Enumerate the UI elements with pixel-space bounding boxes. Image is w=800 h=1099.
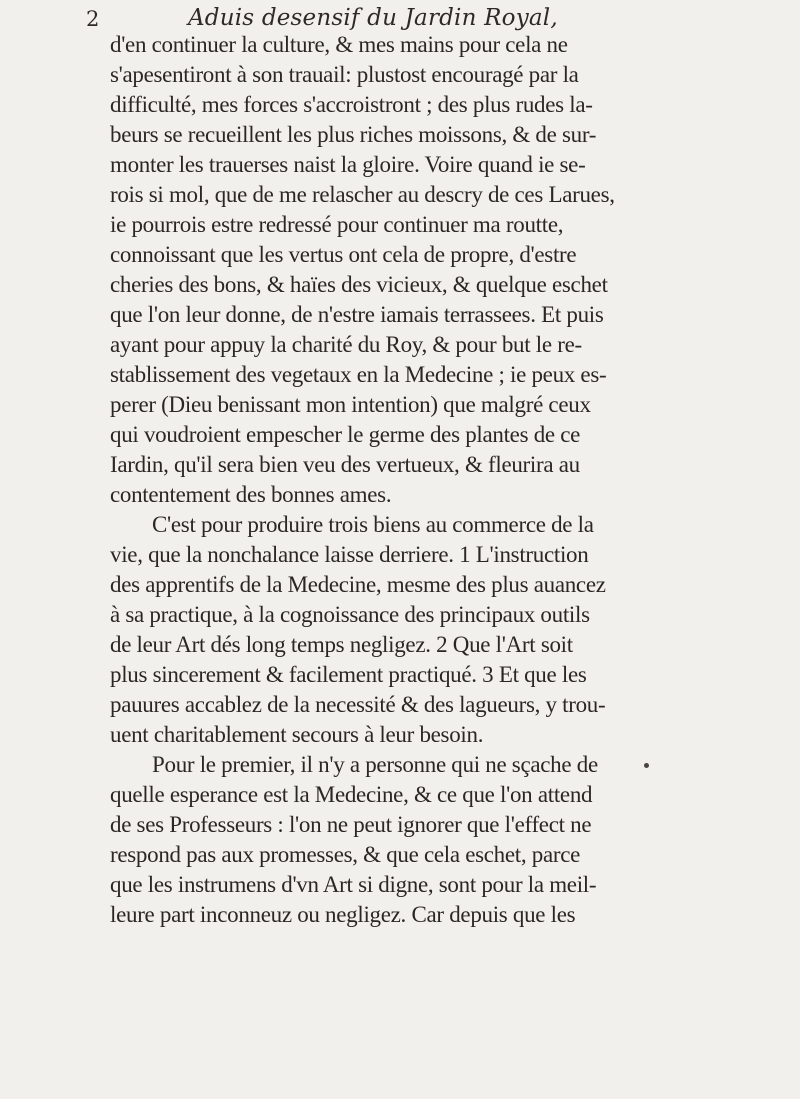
text-line: Iardin, qu'il sera bien veu des vertueux, & fleurira au: [110, 452, 580, 477]
text-line: de ses Professeurs : l'on ne peut ignorer que l'effect ne: [110, 812, 592, 837]
paragraph-start-line: C'est pour produire trois biens au commerce de la: [152, 512, 594, 537]
text-line: s'apesentiront à son trauail: plustost encouragé par la: [110, 62, 579, 87]
text-line: qui voudroient empescher le germe des plantes de ce: [110, 422, 581, 447]
running-head: Aduis desensif du Jardin Royal,: [188, 5, 558, 31]
text-line: cheries des bons, & haïes des vicieux, & quelque eschet: [110, 272, 608, 297]
text-line: connoissant que les vertus ont cela de propre, d'estre: [110, 242, 577, 267]
text-line: leure part inconneuz ou negligez. Car depuis que les: [110, 902, 576, 927]
text-line: pauures accablez de la necessité & des lagueurs, y trou-: [110, 692, 606, 717]
text-line: plus sincerement & facilement practiqué. 3 Et que les: [110, 662, 587, 687]
text-line: à sa practique, à la cognoissance des principaux outils: [110, 602, 590, 627]
ink-speck: [644, 763, 649, 768]
text-line: uent charitablement secours à leur besoin.: [110, 722, 484, 747]
text-line: vie, que la nonchalance laisse derriere. 1 L'instruction: [110, 542, 589, 567]
text-line: beurs se recueillent les plus riches moissons, & de sur-: [110, 122, 597, 147]
text-line: ayant pour appuy la charité du Roy, & pour but le re-: [110, 332, 582, 357]
text-line: quelle esperance est la Medecine, & ce que l'on attend: [110, 782, 593, 807]
text-line: de leur Art dés long temps negligez. 2 Que l'Art soit: [110, 632, 573, 657]
text-line: d'en continuer la culture, & mes mains pour cela ne: [110, 32, 568, 57]
text-line: contentement des bonnes ames.: [110, 482, 392, 507]
text-line: des apprentifs de la Medecine, mesme des plus auancez: [110, 572, 606, 597]
text-line: rois si mol, que de me relascher au descry de ces Larues,: [110, 182, 615, 207]
page-number: 2: [86, 7, 100, 31]
text-line: respond pas aux promesses, & que cela eschet, parce: [110, 842, 581, 867]
text-line: ie pourrois estre redressé pour continuer ma routte,: [110, 212, 564, 237]
text-line: difficulté, mes forces s'accroistront ; des plus rudes la-: [110, 92, 593, 117]
text-line: perer (Dieu benissant mon intention) que malgré ceux: [110, 392, 591, 417]
text-line: que l'on leur donne, de n'estre iamais terrassees. Et puis: [110, 302, 604, 327]
paragraph-start-line: Pour le premier, il n'y a personne qui ne sçache de: [152, 752, 598, 777]
body-text: [110, 30, 750, 930]
text-line: que les instrumens d'vn Art si digne, sont pour la meil-: [110, 872, 597, 897]
text-line: stablissement des vegetaux en la Medecine ; ie peux es-: [110, 362, 607, 387]
text-line: monter les trauerses naist la gloire. Voire quand ie se-: [110, 152, 586, 177]
